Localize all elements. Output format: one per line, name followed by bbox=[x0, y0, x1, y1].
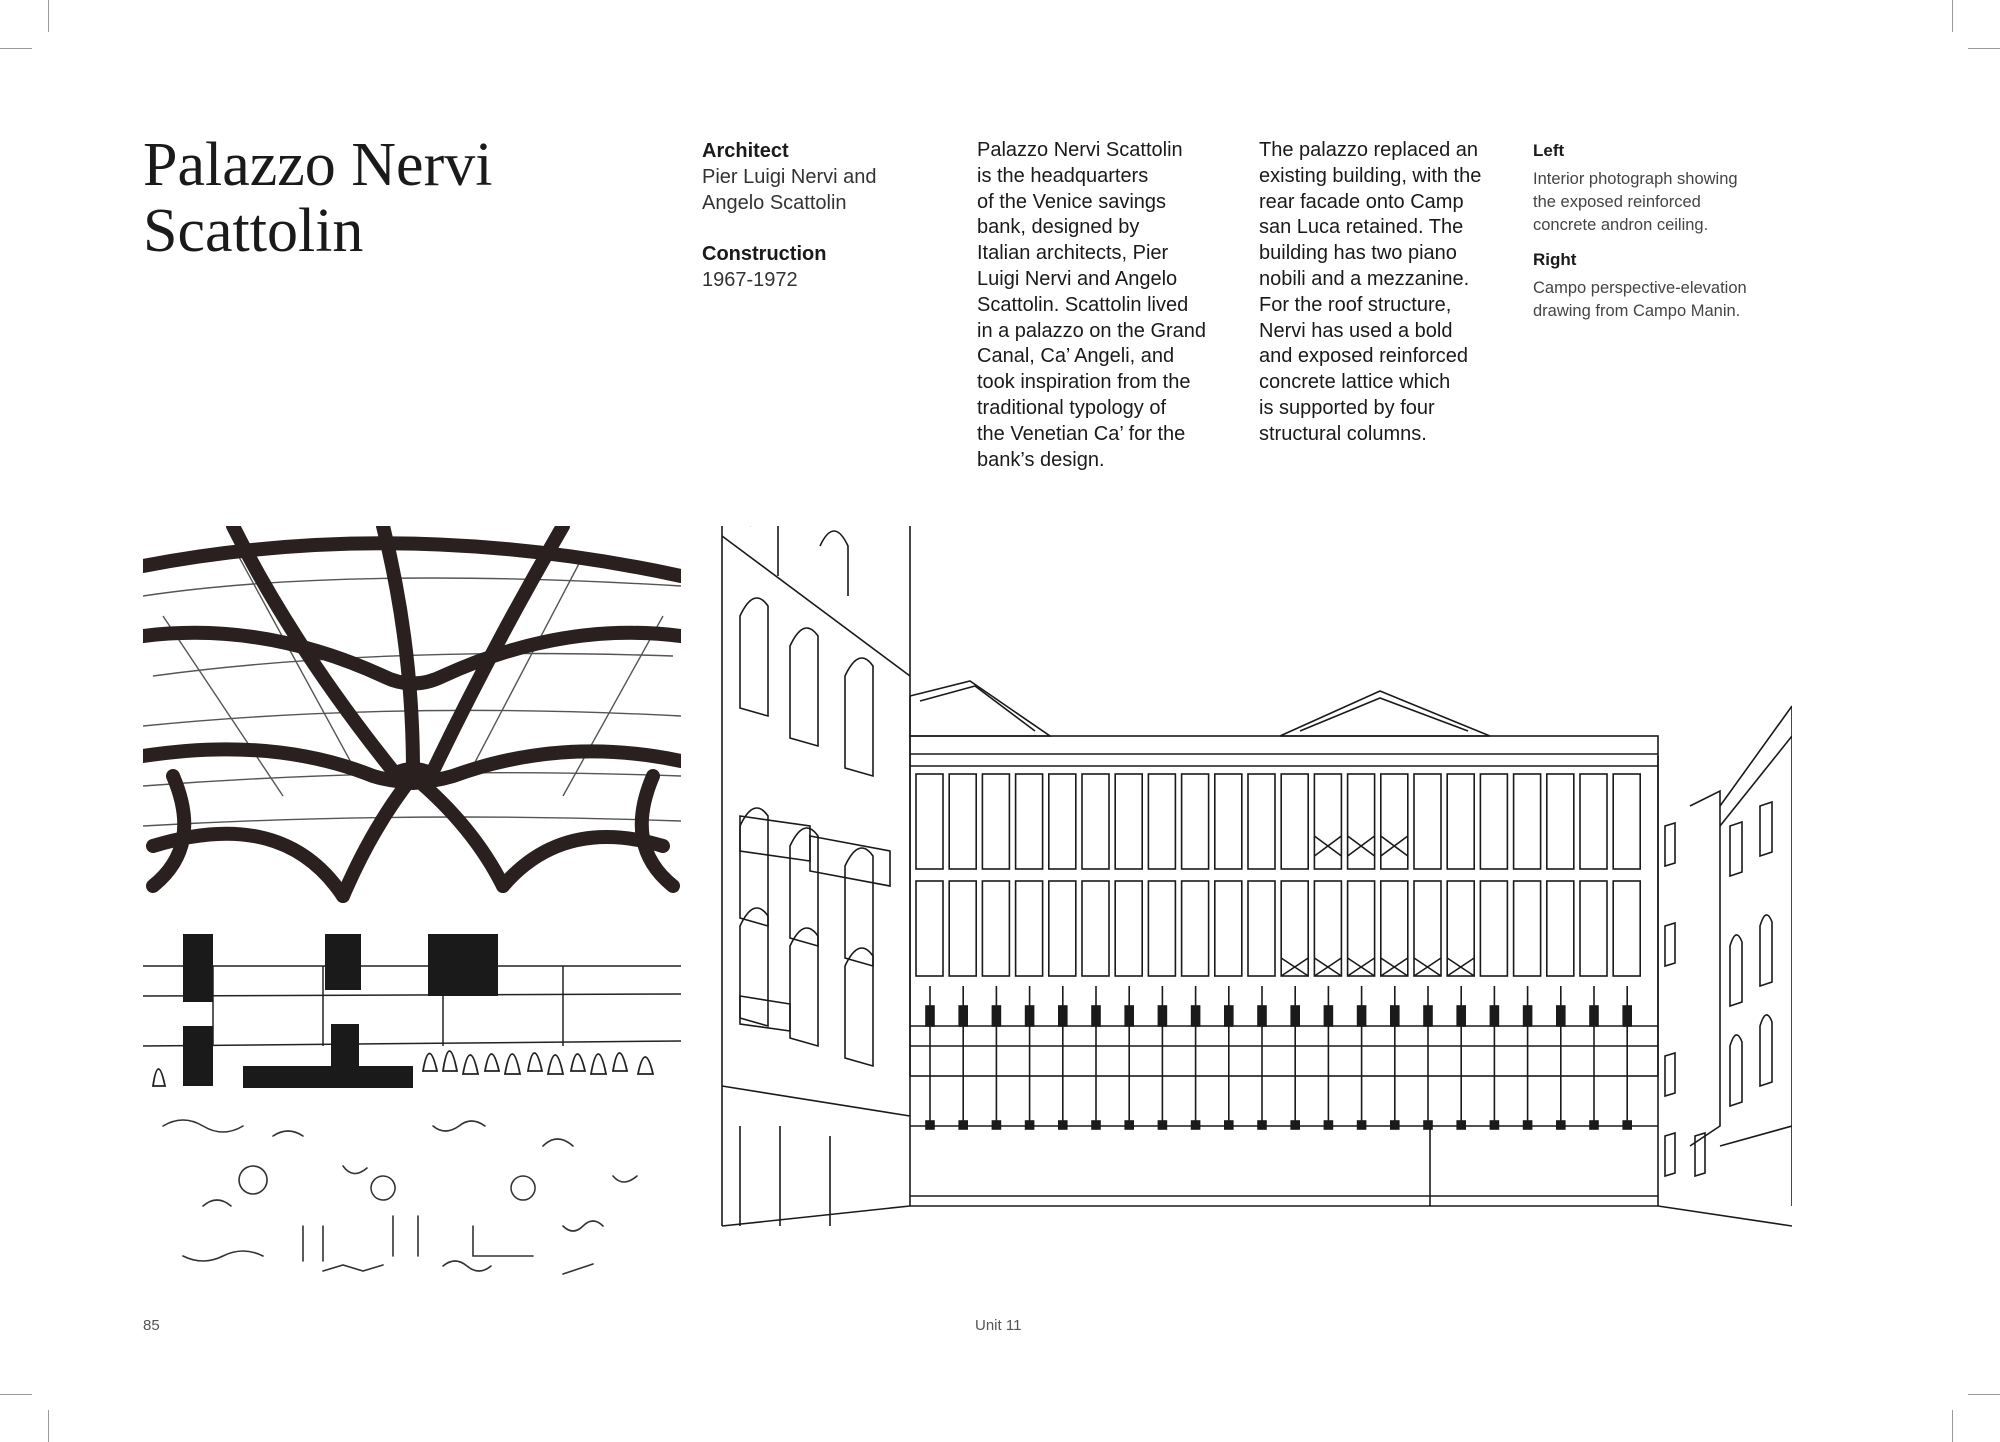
crop-mark bbox=[1968, 48, 2000, 49]
crop-mark bbox=[48, 1410, 49, 1442]
crop-mark bbox=[0, 1394, 32, 1395]
elevation-line-drawing bbox=[720, 526, 1792, 1236]
crop-mark bbox=[0, 48, 32, 49]
project-meta bbox=[702, 138, 932, 293]
crop-mark bbox=[48, 0, 49, 32]
body-column-1: Palazzo Nervi Scattolin is the headquarters of the Venice savings bank, designed by Italian architects, Pier Luigi Nervi and Angelo Scattolin. Scattolin lived in a palazzo on the Grand Canal, Ca’ Angeli, and took inspiration from the traditional typology of the Venetian Ca’ for the bank’s design. bbox=[977, 139, 1207, 471]
architect-value: Pier Luigi Nervi and Angelo Scattolin bbox=[702, 166, 877, 214]
architect-label: Architect bbox=[702, 140, 789, 162]
interior-sketch-image bbox=[143, 526, 681, 1286]
caption-right-text: Campo perspective-elevation drawing from Campo Manin. bbox=[1533, 279, 1747, 320]
caption-left-text: Interior photograph showing the exposed reinforced concrete andron ceiling. bbox=[1533, 170, 1738, 234]
caption-right-label: Right bbox=[1533, 250, 1577, 269]
crop-mark bbox=[1952, 0, 1953, 32]
crop-mark bbox=[1968, 1394, 2000, 1395]
interior-ceiling-drawing bbox=[143, 526, 681, 1286]
construction-value: 1967-1972 bbox=[702, 269, 798, 291]
campo-elevation-drawing-image bbox=[720, 526, 1792, 1236]
page-title: Palazzo Nervi Scattolin bbox=[143, 131, 493, 265]
body-column-2: The palazzo replaced an existing building, with the rear facade onto Camp san Luca retained. The building has two piano nobili and a mezzanine. For the roof structure, Nervi has used a bold and exposed reinforced concrete lattice which is supported by four structural columns. bbox=[1259, 139, 1482, 445]
unit-label: Unit 11 bbox=[975, 1317, 1022, 1334]
page-number: 85 bbox=[143, 1317, 160, 1334]
crop-mark bbox=[1952, 1410, 1953, 1442]
caption-left-label: Left bbox=[1533, 141, 1565, 160]
figure-captions bbox=[1533, 140, 1793, 323]
construction-label: Construction bbox=[702, 243, 827, 265]
